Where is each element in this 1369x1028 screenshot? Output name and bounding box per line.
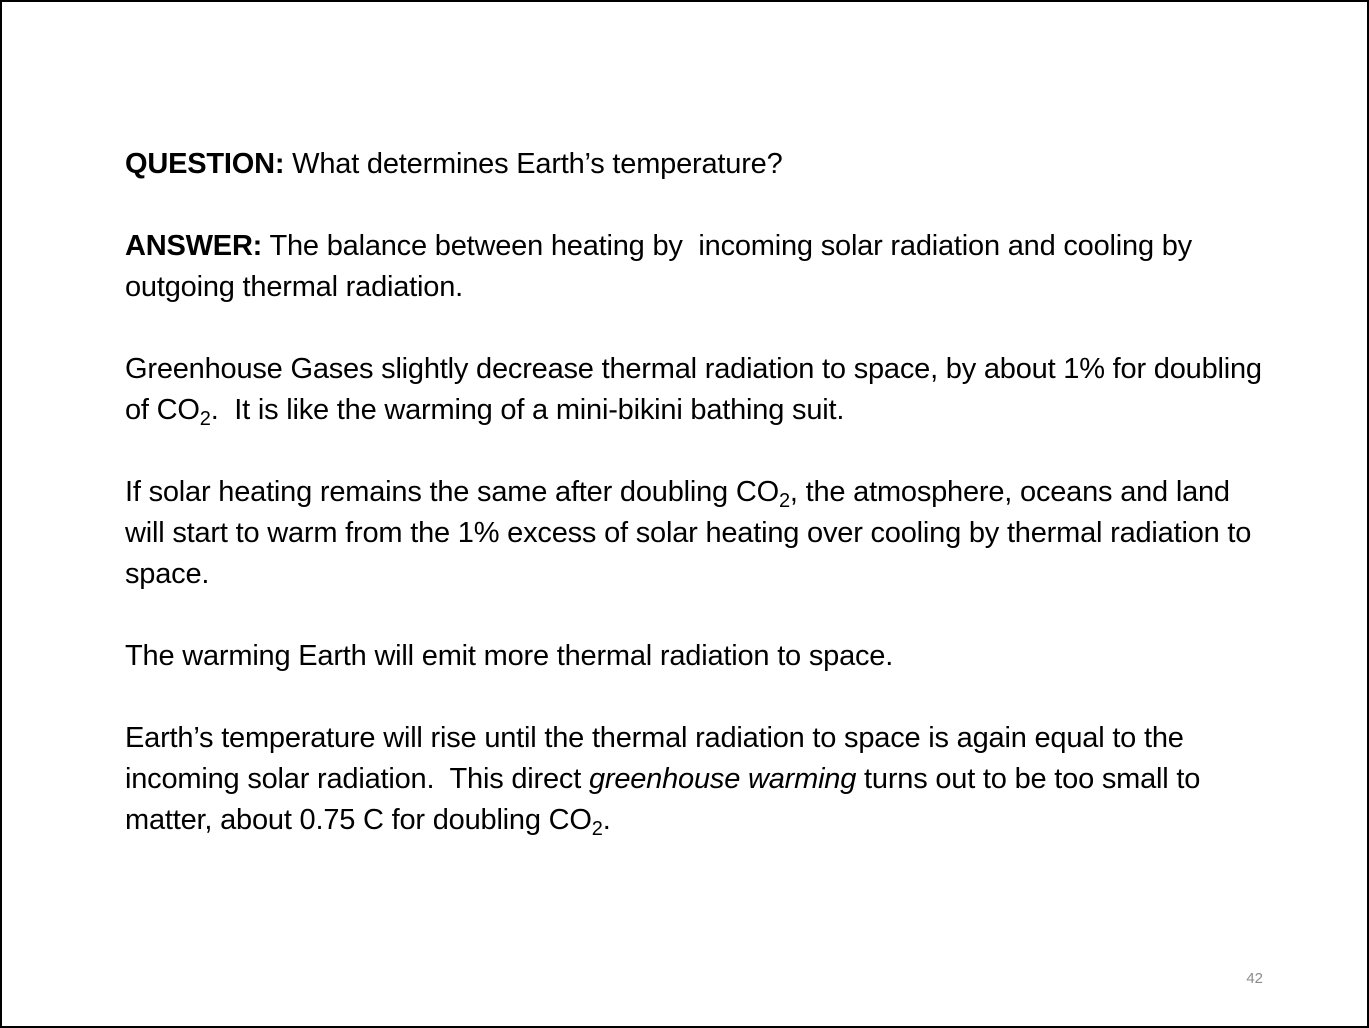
rise-text-before: Earth’s temperature will rise until the thermal radiation to space is again equal to the incoming solar radiation. This direct — [125, 722, 1192, 795]
answer-text: The balance between heating by incoming solar radiation and cooling by outgoing thermal radiation. — [125, 230, 1200, 303]
rise-co2-subscript: 2 — [591, 818, 603, 840]
solar-heating-paragraph — [125, 472, 1275, 595]
question-text: What determines Earth’s temperature? — [284, 148, 783, 180]
warming-earth-paragraph — [125, 636, 1275, 677]
solar-text-after: , the atmosphere, oceans and land will start to warm from the 1% excess of solar heating over cooling by thermal radiation to space. — [125, 476, 1260, 590]
temperature-rise-paragraph — [125, 718, 1275, 841]
warming-text: The warming Earth will emit more thermal radiation to space. — [125, 640, 894, 672]
greenhouse-text-before: Greenhouse Gases slightly decrease thermal radiation to space, by about 1% for doubling of CO — [125, 353, 1270, 426]
solar-co2-subscript: 2 — [778, 490, 790, 512]
slide-body — [125, 144, 1275, 841]
page-number: 42 — [1246, 970, 1263, 987]
answer-label: ANSWER: — [125, 230, 263, 262]
solar-text-before: If solar heating remains the same after doubling CO — [125, 476, 779, 508]
rise-text-after: . — [602, 804, 611, 836]
greenhouse-warming-term: greenhouse warming — [588, 763, 857, 795]
greenhouse-paragraph — [125, 349, 1275, 431]
answer-paragraph — [125, 226, 1275, 308]
question-paragraph — [125, 144, 1275, 185]
greenhouse-co2-subscript: 2 — [199, 408, 211, 430]
greenhouse-text-after: . It is like the warming of a mini-bikini bathing suit. — [210, 394, 845, 426]
question-label: QUESTION: — [125, 148, 285, 180]
rise-text-middle: turns out to be too small to matter, about 0.75 C for doubling CO — [125, 763, 1209, 836]
